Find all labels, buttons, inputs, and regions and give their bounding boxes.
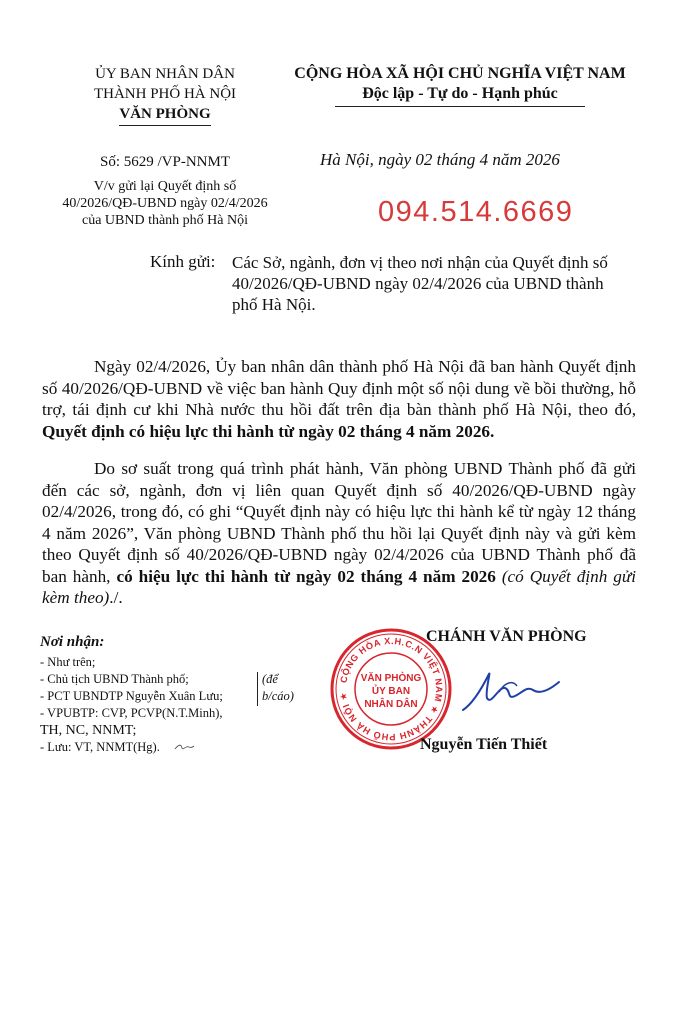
motto-underline	[335, 106, 585, 107]
seal-line-2: ỦY BAN	[371, 686, 411, 697]
official-seal	[328, 626, 454, 752]
org-line-3: VĂN PHÒNG	[119, 104, 210, 126]
paragraph-2-italic: (có Quyết định gửi kèm theo)	[42, 566, 636, 607]
recipient-item: - VPUBTP: CVP, PCVP(N.T.Minh),	[40, 706, 223, 720]
paragraph-2-bold: có hiệu lực thi hành từ ngày 02 tháng 4 năm 2026	[116, 566, 496, 586]
recipient-item: - Chủ tịch UBND Thành phố;	[40, 672, 189, 686]
paragraph-1-bold: Quyết định có hiệu lực thi hành từ ngày 02 tháng 4 năm 2026.	[42, 421, 495, 441]
recipient-text: Các Sở, ngành, đơn vị theo nơi nhận của Quyết định số 40/2026/QĐ-UBND ngày 02/4/2026 của UBND thành phố Hà Nội.	[232, 253, 608, 314]
initials-mark	[173, 742, 195, 752]
handwritten-signature	[455, 652, 565, 722]
paragraph-2-end: ./.	[109, 588, 123, 607]
nation-title: CỘNG HÒA XÃ HỘI CHỦ NGHĨA VIỆT NAM	[294, 65, 626, 82]
recipients-title: Nơi nhận:	[40, 634, 105, 650]
recipient-item: - Lưu: VT, NNMT(Hg).	[40, 740, 160, 754]
subject-line-1: V/v gửi lại Quyết định số	[93, 179, 237, 194]
recipient-item: - PCT UBNDTP Nguyễn Xuân Lưu;	[40, 689, 223, 703]
recipient-item: TH, NC, NNMT;	[40, 723, 137, 738]
signer-name: Nguyễn Tiến Thiết	[420, 736, 548, 753]
seal-line-3: NHÂN DÂN	[364, 699, 418, 710]
document-subject	[20, 178, 310, 229]
recipients-list	[40, 654, 290, 756]
signer-title: CHÁNH VĂN PHÒNG	[426, 628, 587, 645]
paragraph-1	[42, 356, 636, 442]
report-note-line-2: b/cáo)	[262, 689, 294, 703]
org-line-2: THÀNH PHỐ HÀ NỘI	[93, 86, 237, 102]
document-date: Hà Nội, ngày 02 tháng 4 năm 2026	[320, 150, 560, 169]
phone-overlay: 094.514.6669	[378, 196, 574, 228]
recipient-label: Kính gửi:	[150, 252, 216, 271]
recipient-item: - Như trên;	[40, 655, 96, 669]
document-number: Số: 5629 /VP-NNMT	[99, 154, 230, 170]
report-note	[262, 671, 294, 705]
subject-line-3: của UBND thành phố Hà Nội	[81, 213, 249, 228]
issuing-organization	[40, 64, 290, 126]
paragraph-2	[42, 458, 636, 609]
nation-motto: Độc lập - Tự do - Hạnh phúc	[362, 85, 558, 102]
paragraph-2-text: Do sơ suất trong quá trình phát hành, Văn phòng UBND Thành phố đã gửi đến các sở, ngành, đơn vị liên quan Quyết định số 40/2026/QĐ-UBND ngày 02/4/2026, trong đó, có ghi “Quyết định này có hiệu lực thi hành kể từ ngày 12 tháng 4 năm 2026”, Văn phòng UBND Thành phố thu hồi lại Quyết định này và gửi kèm theo Quyết định số 40/2026/QĐ-UBND ngày 02/4/2026 của UBND Thành phố đã ban hành,	[42, 459, 636, 586]
report-bracket	[257, 672, 260, 706]
subject-line-2: 40/2026/QĐ-UBND ngày 02/4/2026	[62, 196, 268, 211]
seal-ring-text: CỘNG HÒA X.H.C.N VIỆT NAM ★ THÀNH PHỐ HÀ NỘI ★	[337, 635, 445, 743]
seal-line-1: VĂN PHÒNG	[360, 673, 422, 684]
paragraph-1-text: Ngày 02/4/2026, Ủy ban nhân dân thành phố Hà Nội đã ban hành Quyết định số 40/2026/QĐ-UBND về việc ban hành Quy định một số nội dung về bồi thường, hỗ trợ, tái định cư khi Nhà nước thu hồi đất trên địa bàn thành phố Hà Nội, theo đó,	[42, 357, 636, 419]
report-note-line-1: (để	[262, 672, 278, 686]
org-line-1: ỦY BAN NHÂN DÂN	[95, 66, 235, 82]
national-motto	[270, 64, 650, 107]
